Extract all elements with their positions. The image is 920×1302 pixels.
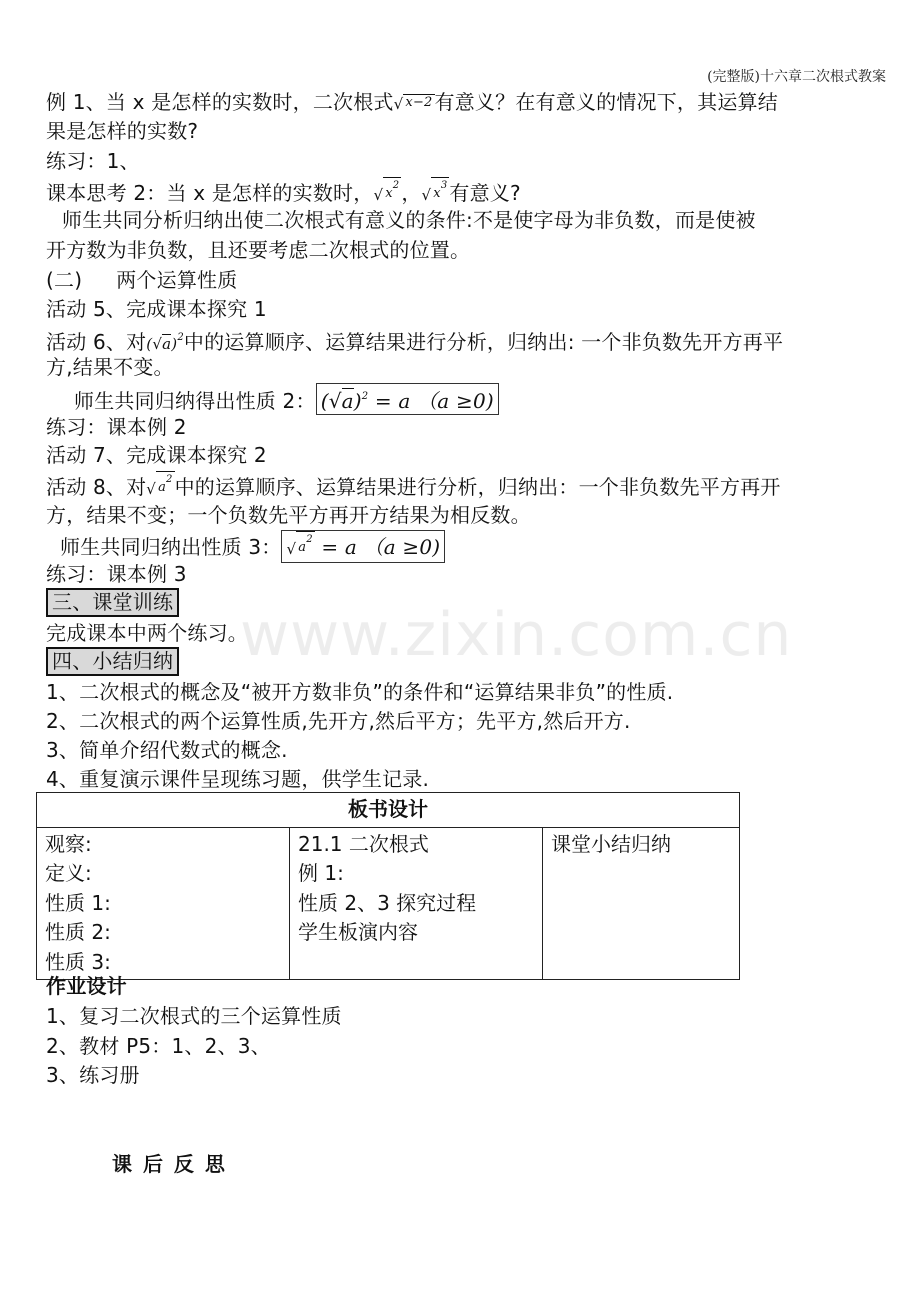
summary-item: 1、二次根式的概念及“被开方数非负”的条件和“运算结果非负”的性质. — [46, 680, 674, 704]
exercise-line: 练习：课本例 3 — [46, 562, 187, 586]
homework-item: 3、练习册 — [46, 1063, 140, 1087]
text-line: 师生共同分析归纳出使二次根式有意义的条件:不是使字母为非负数，而是使被 — [62, 208, 756, 232]
property-2-formula: $(√a)^2 = a$ （a ≥0) — [316, 383, 499, 415]
text-line: 开方数为非负数，且还要考虑二次根式的位置。 — [46, 238, 471, 262]
example-1-line: 例 1、当 x 是怎样的实数时，二次根式√ x−2 有意义？在有意义的情况下，其运算结 — [46, 90, 778, 114]
text-line: 完成课本中两个练习。 — [46, 621, 248, 645]
activity-6: 活动 6、对$(√a)^2$中的运算顺序、运算结果进行分析，归纳出: 一个非负数先开方再平 — [46, 330, 784, 354]
think-2-line: 课本思考 2：当 x 是怎样的实数时，√ $x^2$ ，√ $x^3$ 有意义? — [46, 177, 521, 209]
homework-item: 2、教材 P5：1、2、3、 — [46, 1034, 271, 1058]
summary-item: 4、重复演示课件呈现练习题，供学生记录. — [46, 767, 430, 791]
summary-item: 3、简单介绍代数式的概念. — [46, 738, 288, 762]
homework-item: 1、复习二次根式的三个运算性质 — [46, 1004, 342, 1028]
reflection-title: 课 后 反 思 — [112, 1152, 227, 1176]
activity-8: 活动 8、对√ $a^2$ 中的运算顺序、运算结果进行分析，归纳出：一个非负数先平方再开 — [46, 471, 781, 503]
activity-5: 活动 5、完成课本探究 1 — [46, 297, 267, 321]
activity-7: 活动 7、完成课本探究 2 — [46, 443, 267, 467]
property-2-line: 师生共同归纳得出性质 2： $(√a)^2 = a$ （a ≥0) — [74, 383, 499, 415]
board-design-table — [36, 792, 740, 980]
text-line: 方，结果不变；一个负数先平方再开方结果为相反数。 — [46, 503, 531, 527]
text-line: 果是怎样的实数? — [46, 119, 199, 143]
section-4-heading: 四、小结归纳 — [46, 647, 179, 676]
radical-expression: x−2 — [405, 95, 433, 110]
watermark: www.zixin.com.cn — [240, 600, 793, 670]
board-col-2: 21.1 二次根式 例 1: 性质 2、3 探究过程 学生板演内容 — [290, 827, 543, 980]
board-title: 板书设计 — [37, 793, 740, 828]
homework-title: 作业设计 — [46, 974, 127, 998]
property-3-line: 师生共同归纳出性质 3： √ $a^2 = a$ （a ≥0) — [60, 530, 445, 563]
section-2-heading: (二) 两个运算性质 — [46, 268, 238, 292]
exercise-line: 练习：课本例 2 — [46, 415, 187, 439]
exercise-line: 练习：1、 — [46, 149, 140, 173]
section-3-heading: 三、课堂训练 — [46, 588, 179, 617]
board-col-1: 观察: 定义: 性质 1: 性质 2: 性质 3: — [37, 827, 290, 980]
text-line: 方,结果不变。 — [46, 355, 174, 379]
board-col-3: 课堂小结归纳 — [543, 827, 740, 980]
property-3-formula: √ $a^2 = a$ （a ≥0) — [281, 530, 445, 563]
page-header: (完整版)十六章二次根式教案 — [707, 69, 886, 85]
summary-item: 2、二次根式的两个运算性质,先开方,然后平方；先平方,然后开方. — [46, 709, 631, 733]
